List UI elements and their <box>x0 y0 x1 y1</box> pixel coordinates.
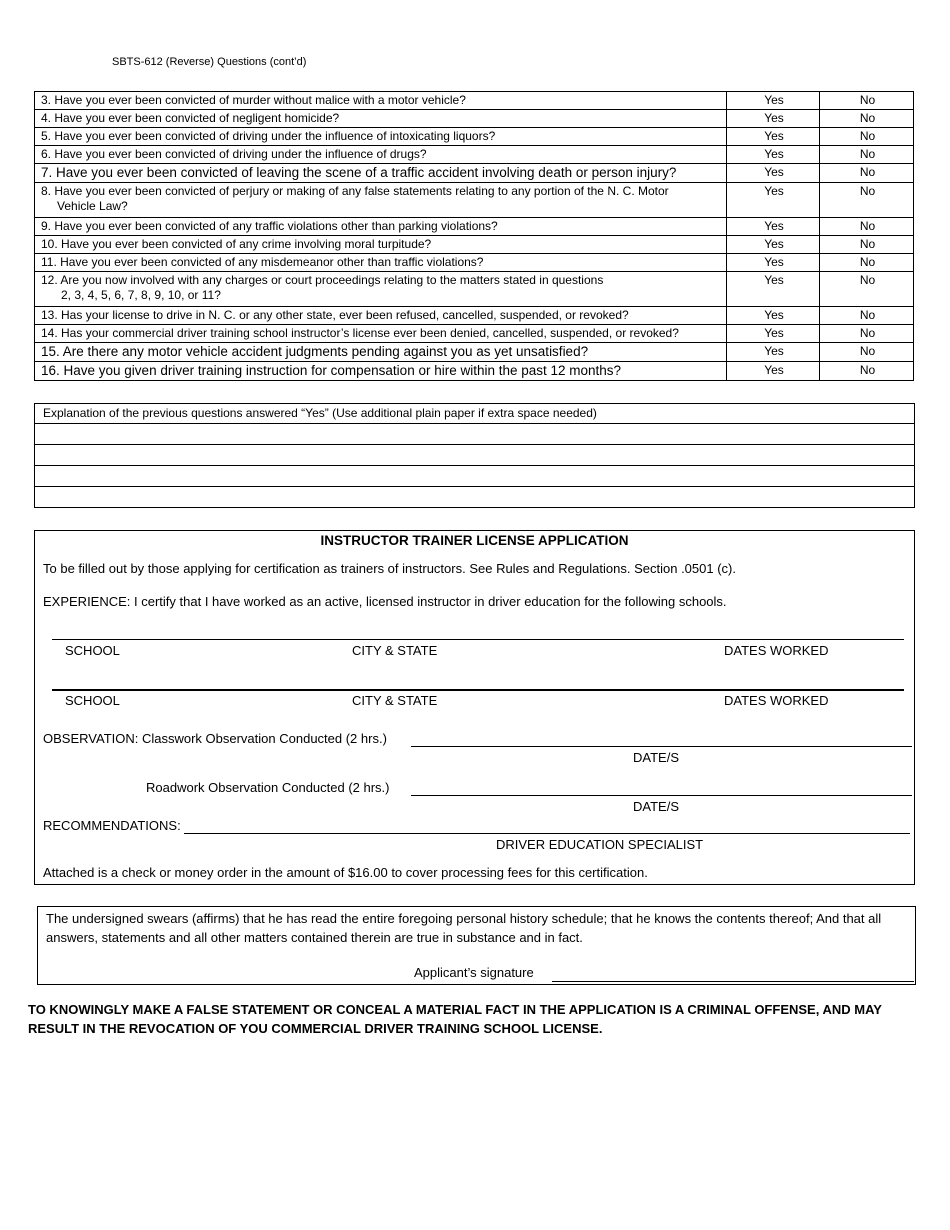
explanation-line[interactable] <box>35 444 914 465</box>
yes-option[interactable]: Yes <box>727 128 820 146</box>
question-text: 6. Have you ever been convicted of driving under the influence of drugs? <box>35 146 727 164</box>
question-row <box>35 362 914 381</box>
oath-text: The undersigned swears (affirms) that he has read the entire foregoing personal history schedule; that he knows the contents thereof; And that all answers, statements and all other matters contained therein are true in substance and in fact. <box>46 911 882 945</box>
school-label: SCHOOL <box>65 643 120 658</box>
question-text: 15. Are there any motor vehicle accident judgments pending against you as yet unsatisfied? <box>35 343 727 362</box>
question-row <box>35 236 914 254</box>
city-state-label: CITY & STATE <box>352 643 438 658</box>
question-row <box>35 307 914 325</box>
trainer-title: INSTRUCTOR TRAINER LICENSE APPLICATION <box>320 533 629 548</box>
question-line: 12. Are you now involved with any charges or court proceedings relating to the matters stated in questions <box>41 273 604 287</box>
question-row <box>35 164 914 183</box>
dates-worked-label: DATES WORKED <box>724 643 829 658</box>
no-option[interactable]: No <box>820 254 914 272</box>
question-text <box>35 272 727 307</box>
explanation-box <box>34 403 915 508</box>
question-line-cont: 2, 3, 4, 5, 6, 7, 8, 9, 10, or 11? <box>61 288 221 302</box>
question-text: 5. Have you ever been convicted of driving under the influence of intoxicating liquors? <box>35 128 727 146</box>
oath-box <box>37 906 916 985</box>
school-label: SCHOOL <box>65 693 120 708</box>
question-row <box>35 146 914 164</box>
city-state-label: CITY & STATE <box>352 693 438 708</box>
dates-worked-label: DATES WORKED <box>724 693 829 708</box>
no-option[interactable]: No <box>820 325 914 343</box>
legal-warning: TO KNOWINGLY MAKE A FALSE STATEMENT OR CONCEAL A MATERIAL FACT IN THE APPLICATION IS A CRIMINAL OFFENSE, AND MAY RESULT IN THE REVOCATION OF YOU COMMERCIAL DRIVER TRAINING SCHOOL LICENSE. <box>28 1002 882 1036</box>
recommendations-label: RECOMMENDATIONS: <box>43 818 181 833</box>
roadwork-date-field[interactable] <box>411 781 912 796</box>
explanation-line[interactable] <box>35 423 914 444</box>
no-option[interactable]: No <box>820 272 914 307</box>
question-row <box>35 92 914 110</box>
question-text <box>35 183 727 218</box>
observation-label: OBSERVATION: Classwork Observation Conducted (2 hrs.) <box>43 731 387 746</box>
yes-option[interactable]: Yes <box>727 307 820 325</box>
yes-option[interactable]: Yes <box>727 254 820 272</box>
yes-option[interactable]: Yes <box>727 110 820 128</box>
form-header: SBTS-612 (Reverse) Questions (cont’d) <box>112 56 307 68</box>
yes-option[interactable]: Yes <box>727 236 820 254</box>
question-text: 14. Has your commercial driver training school instructor’s license ever been denied, cancelled, suspended, or revoked? <box>35 325 727 343</box>
question-text: 16. Have you given driver training instruction for compensation or hire within the past 12 months? <box>35 362 727 381</box>
explanation-line[interactable] <box>35 486 914 507</box>
classwork-date-field[interactable] <box>411 732 912 747</box>
trainer-application-box <box>34 530 915 885</box>
questions-table <box>34 91 914 381</box>
school-entry-line[interactable] <box>52 639 904 640</box>
yes-option[interactable]: Yes <box>727 325 820 343</box>
yes-option[interactable]: Yes <box>727 272 820 307</box>
question-text: 3. Have you ever been convicted of murder without malice with a motor vehicle? <box>35 92 727 110</box>
question-row <box>35 343 914 362</box>
question-text: 13. Has your license to drive in N. C. or any other state, ever been refused, cancelled, suspended, or revoked? <box>35 307 727 325</box>
question-row <box>35 325 914 343</box>
question-text: 4. Have you ever been convicted of negligent homicide? <box>35 110 727 128</box>
yes-option[interactable]: Yes <box>727 164 820 183</box>
yes-option[interactable]: Yes <box>727 343 820 362</box>
date-label: DATE/S <box>633 799 679 814</box>
question-text: 11. Have you ever been convicted of any misdemeanor other than traffic violations? <box>35 254 727 272</box>
signature-label: Applicant’s signature <box>414 965 534 980</box>
no-option[interactable]: No <box>820 343 914 362</box>
date-label: DATE/S <box>633 750 679 765</box>
roadwork-label: Roadwork Observation Conducted (2 hrs.) <box>146 780 390 795</box>
question-text: 7. Have you ever been convicted of leaving the scene of a traffic accident involving death or person injury? <box>35 164 727 183</box>
question-line: 8. Have you ever been convicted of perjury or making of any false statements relating to any portion of the N. C. Motor <box>41 184 669 198</box>
no-option[interactable]: No <box>820 164 914 183</box>
recommendations-field[interactable] <box>184 819 910 834</box>
no-option[interactable]: No <box>820 110 914 128</box>
no-option[interactable]: No <box>820 236 914 254</box>
experience-statement: EXPERIENCE: I certify that I have worked as an active, licensed instructor in driver education for the following schools. <box>43 594 727 609</box>
question-row <box>35 110 914 128</box>
no-option[interactable]: No <box>820 146 914 164</box>
yes-option[interactable]: Yes <box>727 362 820 381</box>
no-option[interactable]: No <box>820 183 914 218</box>
question-text: 10. Have you ever been convicted of any crime involving moral turpitude? <box>35 236 727 254</box>
no-option[interactable]: No <box>820 307 914 325</box>
explanation-label: Explanation of the previous questions answered “Yes” (Use additional plain paper if extra space needed) <box>43 406 597 420</box>
question-row <box>35 183 914 218</box>
question-row <box>35 128 914 146</box>
signature-field[interactable] <box>552 967 914 982</box>
question-row <box>35 272 914 307</box>
yes-option[interactable]: Yes <box>727 92 820 110</box>
question-row <box>35 254 914 272</box>
no-option[interactable]: No <box>820 362 914 381</box>
specialist-label: DRIVER EDUCATION SPECIALIST <box>496 837 704 852</box>
no-option[interactable]: No <box>820 128 914 146</box>
fee-statement: Attached is a check or money order in the amount of $16.00 to cover processing fees for this certification. <box>43 865 648 880</box>
question-line-cont: Vehicle Law? <box>57 199 128 213</box>
explanation-line[interactable] <box>35 465 914 486</box>
yes-option[interactable]: Yes <box>727 218 820 236</box>
no-option[interactable]: No <box>820 218 914 236</box>
question-text: 9. Have you ever been convicted of any traffic violations other than parking violations? <box>35 218 727 236</box>
no-option[interactable]: No <box>820 92 914 110</box>
trainer-intro: To be filled out by those applying for certification as trainers of instructors. See Rules and Regulations. Section .0501 (c). <box>43 561 736 576</box>
question-row <box>35 218 914 236</box>
school-entry-line[interactable] <box>52 689 904 691</box>
yes-option[interactable]: Yes <box>727 183 820 218</box>
yes-option[interactable]: Yes <box>727 146 820 164</box>
